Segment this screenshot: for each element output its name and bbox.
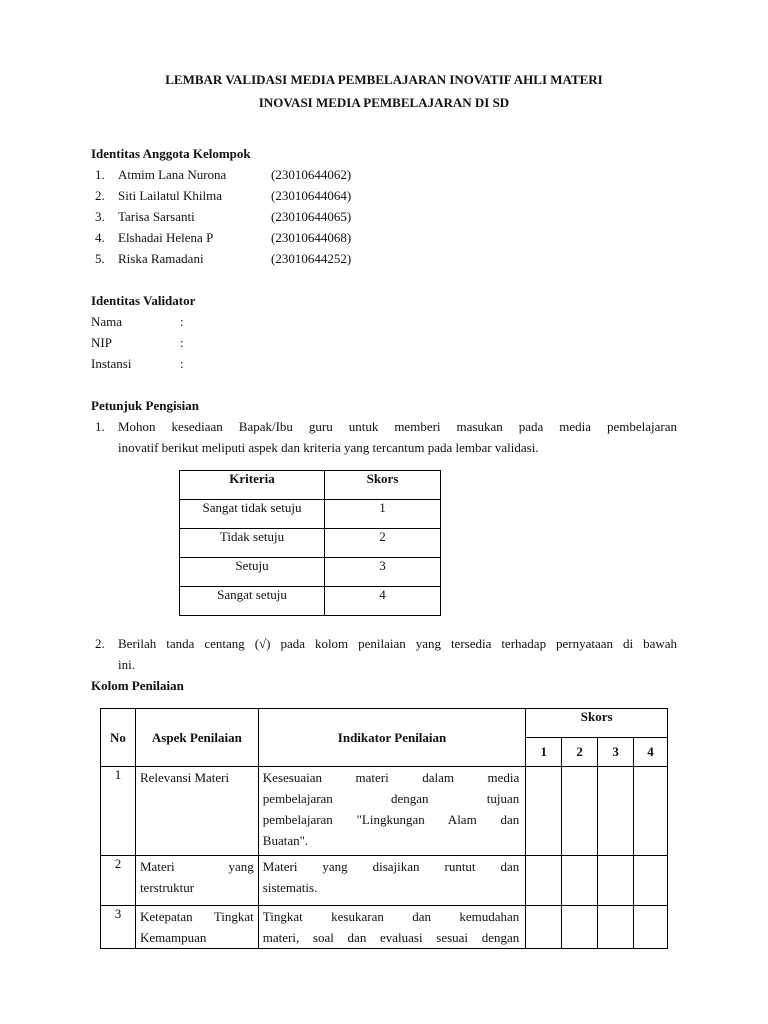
aspek-text: Materi yang (139, 859, 254, 874)
aspek-text: Relevansi Materi (139, 770, 230, 785)
score-cell[interactable] (634, 856, 668, 906)
validator-field-colon: : (180, 356, 184, 371)
skors-cell: 1 (325, 500, 441, 529)
validator-field-label: NIP (91, 335, 112, 350)
skors-cell: 3 (325, 558, 441, 587)
table-header-row (101, 709, 668, 738)
score-cell[interactable] (598, 767, 634, 856)
table-row (180, 587, 441, 616)
member-name: Elshadai Helena P (118, 230, 214, 245)
document-title-line1: LEMBAR VALIDASI MEDIA PEMBELAJARAN INOVATIF AHLI MATERI (165, 72, 603, 87)
table-row (101, 767, 668, 856)
table-row (180, 558, 441, 587)
indikator-line: Tingkat kesukaran dan kemudahan (262, 909, 520, 924)
member-nim: (23010644062) (271, 167, 352, 182)
aspek-text: Kemampuan (139, 930, 207, 945)
score-cell[interactable] (634, 767, 668, 856)
row-number-cell: 1 (101, 767, 136, 856)
kelompok-heading: Identitas Anggota Kelompok (91, 146, 251, 161)
validator-field-label: Nama (91, 314, 123, 329)
indikator-line: pembelajaran "Lingkungan Alam dan (262, 812, 520, 827)
validator-field-label: Instansi (91, 356, 132, 371)
kriteria-cell: Setuju (180, 558, 325, 587)
column-header-aspek: Aspek Penilaian (135, 709, 258, 767)
score-cell[interactable] (562, 856, 598, 906)
indikator-line: pembelajaran dengan tujuan (262, 791, 520, 806)
column-header-kriteria: Kriteria (180, 471, 325, 500)
score-cell[interactable] (634, 906, 668, 949)
kolom-heading: Kolom Penilaian (91, 678, 184, 693)
aspek-text: Ketepatan Tingkat (139, 909, 254, 924)
member-name: Riska Ramadani (118, 251, 204, 266)
member-number: 3. (95, 209, 105, 224)
table-row (101, 856, 668, 906)
row-number-cell: 3 (101, 906, 136, 949)
member-nim: (23010644068) (271, 230, 352, 245)
member-nim: (23010644065) (271, 209, 352, 224)
indikator-cell (258, 906, 525, 949)
skors-cell: 2 (325, 529, 441, 558)
score-cell[interactable] (526, 856, 562, 906)
member-number: 4. (95, 230, 105, 245)
column-header-score-1: 1 (526, 738, 562, 767)
indikator-cell (258, 767, 525, 856)
document-title-line2: INOVASI MEDIA PEMBELAJARAN DI SD (258, 95, 510, 110)
member-number: 2. (95, 188, 105, 203)
kriteria-cell: Sangat setuju (180, 587, 325, 616)
validator-heading: Identitas Validator (91, 293, 196, 308)
indikator-line: Kesesuaian materi dalam media (262, 770, 520, 785)
score-cell[interactable] (598, 906, 634, 949)
row-number-cell: 2 (101, 856, 136, 906)
column-header-score-3: 3 (598, 738, 634, 767)
indikator-line: Buatan". (262, 833, 309, 848)
validator-field-colon: : (180, 335, 184, 350)
member-name: Siti Lailatul Khilma (118, 188, 222, 203)
petunjuk-item-number: 2. (95, 636, 105, 651)
aspek-cell (135, 767, 258, 856)
score-cell[interactable] (562, 767, 598, 856)
member-nim: (23010644252) (271, 251, 352, 266)
column-header-indikator: Indikator Penilaian (258, 709, 525, 767)
column-header-score-4: 4 (634, 738, 668, 767)
penilaian-table (100, 708, 668, 949)
column-header-score-2: 2 (562, 738, 598, 767)
indikator-line: Materi yang disajikan runtut dan (262, 859, 520, 874)
score-cell[interactable] (526, 767, 562, 856)
table-row (101, 906, 668, 949)
kriteria-cell: Tidak setuju (180, 529, 325, 558)
petunjuk-item1-line1: Mohon kesediaan Bapak/Ibu guru untuk memberi masukan pada media pembelajaran (118, 419, 677, 434)
member-number: 1. (95, 167, 105, 182)
score-cell[interactable] (526, 906, 562, 949)
table-row (180, 500, 441, 529)
column-header-skors: Skors (526, 709, 668, 738)
kriteria-cell: Sangat tidak setuju (180, 500, 325, 529)
indikator-line: sistematis. (262, 880, 318, 895)
kriteria-table (179, 470, 441, 616)
column-header-no: No (101, 709, 136, 767)
validator-field-colon: : (180, 314, 184, 329)
table-row (180, 529, 441, 558)
skors-cell: 4 (325, 587, 441, 616)
member-name: Tarisa Sarsanti (118, 209, 195, 224)
member-number: 5. (95, 251, 105, 266)
table-header-row (180, 471, 441, 500)
petunjuk-item1-line2: inovatif berikut meliputi aspek dan kriteria yang tercantum pada lembar validasi. (118, 440, 539, 455)
indikator-line: materi, soal dan evaluasi sesuai dengan (262, 930, 520, 945)
indikator-cell (258, 856, 525, 906)
score-cell[interactable] (598, 856, 634, 906)
aspek-text: terstruktur (139, 880, 195, 895)
petunjuk-item2-line2: ini. (118, 657, 135, 672)
score-cell[interactable] (562, 906, 598, 949)
aspek-cell (135, 906, 258, 949)
petunjuk-heading: Petunjuk Pengisian (91, 398, 199, 413)
petunjuk-item2-line1: Berilah tanda centang (√) pada kolom penilaian yang tersedia terhadap pernyataan di bawah (118, 636, 677, 651)
aspek-cell (135, 856, 258, 906)
member-nim: (23010644064) (271, 188, 352, 203)
column-header-skors: Skors (325, 471, 441, 500)
petunjuk-item-number: 1. (95, 419, 105, 434)
member-name: Atmim Lana Nurona (118, 167, 227, 182)
